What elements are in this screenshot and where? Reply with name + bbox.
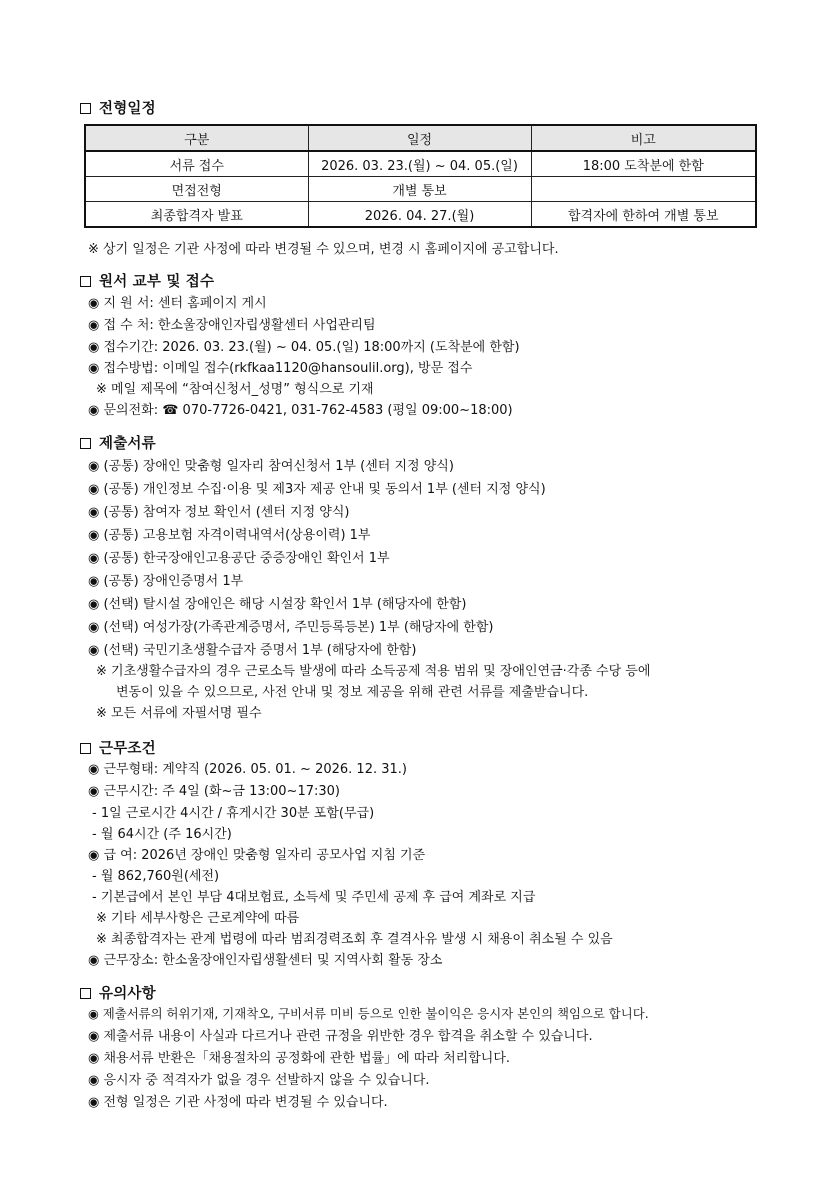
table-header-row xyxy=(85,125,756,151)
condition-item: ◉ 근무형태: 계약직 (2026. 05. 01. ~ 2026. 12. 31.) xyxy=(88,762,407,777)
condition-item: ◉ 근무장소: 한소울장애인자립생활센터 및 지역사회 활동 장소 xyxy=(88,953,443,968)
table-cell: 서류 접수 xyxy=(85,151,308,177)
table-header-cell: 일정 xyxy=(308,125,531,151)
notice-item: ◉ 제출서류의 허위기재, 기재착오, 구비서류 미비 등으로 인한 불이익은 응시자 본인의 책임으로 합니다. xyxy=(88,1006,649,1021)
table-row xyxy=(85,151,756,177)
table-cell xyxy=(531,177,756,202)
table-row xyxy=(85,177,756,202)
condition-subitem: - 기본급에서 본인 부담 4대보험료, 소득세 및 주민세 공제 후 급여 계좌로 지급 xyxy=(92,890,536,905)
application-note: ※ 메일 제목에 “참여신청서_성명” 형식으로 기재 xyxy=(96,382,374,397)
section-title-conditions: 근무조건 xyxy=(80,737,156,758)
table-cell: 개별 통보 xyxy=(308,177,531,202)
table-cell: 2026. 04. 27.(월) xyxy=(308,202,531,228)
condition-item: ◉ 급 여: 2026년 장애인 맞춤형 일자리 공모사업 지침 기준 xyxy=(88,848,426,863)
application-item: ◉ 접수기간: 2026. 03. 23.(월) ~ 04. 05.(일) 18:00까지 (도착분에 한함) xyxy=(88,340,520,355)
checkbox-square-icon xyxy=(80,988,91,999)
notice-item: ◉ 전형 일정은 기관 사정에 따라 변경될 수 있습니다. xyxy=(88,1095,388,1110)
document-item: ◉ (공통) 장애인증명서 1부 xyxy=(88,574,244,589)
document-note-continued: 변동이 있을 수 있으므로, 사전 안내 및 정보 제공을 위해 관련 서류를 제출받습니다. xyxy=(116,685,589,700)
notice-item: ◉ 제출서류 내용이 사실과 다르거나 관련 규정을 위반한 경우 합격을 취소할 수 있습니다. xyxy=(88,1029,593,1044)
section-title-application: 원서 교부 및 접수 xyxy=(80,270,214,291)
condition-subitem: - 월 862,760원(세전) xyxy=(92,869,220,884)
document-note: ※ 모든 서류에 자필서명 필수 xyxy=(96,706,262,721)
checkbox-square-icon xyxy=(80,743,91,754)
application-item: ◉ 지 원 서: 센터 홈페이지 게시 xyxy=(88,296,267,311)
condition-subitem: - 1일 근로시간 4시간 / 휴게시간 30분 포함(무급) xyxy=(92,806,375,821)
table-cell: 최종합격자 발표 xyxy=(85,202,308,228)
checkbox-square-icon xyxy=(80,276,91,287)
condition-subitem: - 월 64시간 (주 16시간) xyxy=(92,827,232,842)
condition-item: ◉ 근무시간: 주 4일 (화~금 13:00~17:30) xyxy=(88,784,340,799)
document-item: ◉ (공통) 고용보험 자격이력내역서(상용이력) 1부 xyxy=(88,528,371,543)
table-header-cell: 구분 xyxy=(85,125,308,151)
document-item: ◉ (공통) 장애인 맞춤형 일자리 참여신청서 1부 (센터 지정 양식) xyxy=(88,459,454,474)
document-item: ◉ (선택) 탈시설 장애인은 해당 시설장 확인서 1부 (해당자에 한함) xyxy=(88,597,467,612)
contact-phone: ◉ 문의전화: ☎ 070-7726-0421, 031-762-4583 (평일 09:00~18:00) xyxy=(88,403,513,418)
section-title-schedule: 전형일정 xyxy=(80,97,156,118)
table-cell: 합격자에 한하여 개별 통보 xyxy=(531,202,756,228)
condition-note: ※ 최종합격자는 관계 법령에 따라 범죄경력조회 후 결격사유 발생 시 채용이 취소될 수 있음 xyxy=(96,932,613,947)
table-cell: 2026. 03. 23.(월) ~ 04. 05.(일) xyxy=(308,151,531,177)
checkbox-square-icon xyxy=(80,103,91,114)
notice-item: ◉ 응시자 중 적격자가 없을 경우 선발하지 않을 수 있습니다. xyxy=(88,1073,430,1088)
notice-item: ◉ 채용서류 반환은「채용절차의 공정화에 관한 법률」에 따라 처리합니다. xyxy=(88,1051,511,1066)
checkbox-square-icon xyxy=(80,438,91,449)
table-cell: 18:00 도착분에 한함 xyxy=(531,151,756,177)
condition-note: ※ 기타 세부사항은 근로계약에 따름 xyxy=(96,911,300,926)
application-item: ◉ 접 수 처: 한소울장애인자립생활센터 사업관리팀 xyxy=(88,318,376,333)
document-item: ◉ (공통) 개인정보 수집·이용 및 제3자 제공 안내 및 동의서 1부 (센터 지정 양식) xyxy=(88,482,546,497)
schedule-table xyxy=(84,124,757,228)
document-note: ※ 기초생활수급자의 경우 근로소득 발생에 따라 소득공제 적용 범위 및 장애인연금·각종 수당 등에 xyxy=(96,664,651,679)
table-row xyxy=(85,202,756,228)
application-item: ◉ 접수방법: 이메일 접수(rkfkaa1120@hansoulil.org), 방문 접수 xyxy=(88,361,473,376)
schedule-note: ※ 상기 일정은 기관 사정에 따라 변경될 수 있으며, 변경 시 홈페이지에 공고합니다. xyxy=(88,242,559,257)
section-title-notes: 유의사항 xyxy=(80,982,156,1003)
document-item: ◉ (공통) 한국장애인고용공단 중증장애인 확인서 1부 xyxy=(88,551,390,566)
table-cell: 면접전형 xyxy=(85,177,308,202)
document-item: ◉ (선택) 국민기초생활수급자 증명서 1부 (해당자에 한함) xyxy=(88,643,417,658)
section-title-documents: 제출서류 xyxy=(80,432,156,453)
document-item: ◉ (공통) 참여자 정보 확인서 (센터 지정 양식) xyxy=(88,505,350,520)
document-item: ◉ (선택) 여성가장(가족관계증명서, 주민등록등본) 1부 (해당자에 한함) xyxy=(88,620,494,635)
table-header-cell: 비고 xyxy=(531,125,756,151)
